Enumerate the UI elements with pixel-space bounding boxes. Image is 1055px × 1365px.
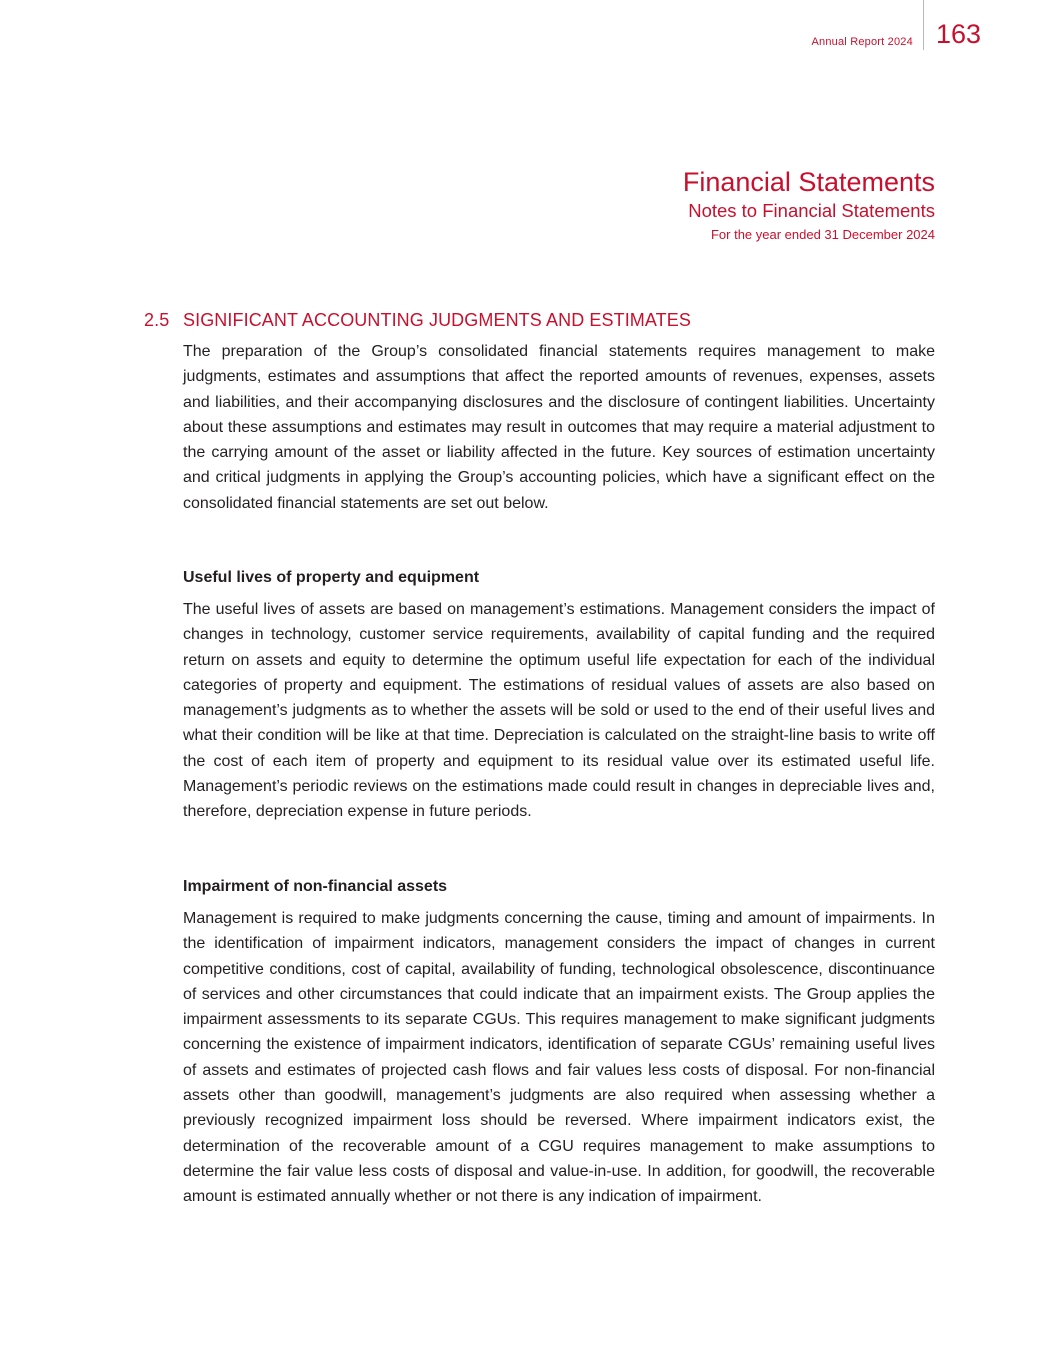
running-header (811, 0, 981, 50)
section-subtitle: Notes to Financial Statements (688, 200, 935, 222)
note-heading (144, 310, 691, 331)
note-number: 2.5 (144, 310, 170, 330)
page-number: 163 (935, 19, 981, 49)
report-name: Annual Report 2024 (811, 36, 913, 48)
section-heading (683, 166, 935, 244)
intro-paragraph: The preparation of the Group’s consolidated financial statements requires management to make judgments, estimates and assumptions that affect the reported amounts of revenues, expenses, assets and liabilities, and their accompanying disclosures and the disclosure of contingent liabilities. Uncertainty about these assumptions and estimates may result in outcomes that may require a material adjustment to the carrying amount of the asset or liability affected in the future. Key sources of estimation uncertainty and critical judgments in applying the Group’s accounting policies, which have a significant effect on the consolidated financial statements are set out below. (183, 343, 935, 512)
subsection-heading-impairment: Impairment of non-financial assets (183, 878, 448, 895)
section-title: Financial Statements (682, 167, 935, 197)
subsection-heading-useful-lives: Useful lives of property and equipment (183, 569, 480, 586)
note-title: SIGNIFICANT ACCOUNTING JUDGMENTS AND ESTIMATES (183, 310, 691, 330)
subsection-paragraph-useful-lives: The useful lives of assets are based on management’s estimations. Management considers the impact of changes in technology, customer service requirements, availability of capital funding and the required return on assets and equity to determine the optimum useful life expectation for each of the individual categories of property and equipment. The estimations of residual values of assets are also based on management’s judgments as to whether the assets will be sold or used to the end of their useful lives and what their condition will be like at that time. Depreciation is calculated on the straight-line basis to write off the cost of each item of property and equipment to its residual value over its estimated useful life. Management’s periodic reviews on the estimations made could result in changes in depreciable lives and, therefore, depreciation expense in future periods. (183, 601, 935, 821)
subsection-paragraph-impairment: Management is required to make judgments concerning the cause, timing and amount of impairments. In the identification of impairment indicators, management considers the impact of changes in current competitive conditions, cost of capital, availability of funding, technological obsolescence, discontinuance of services and other circumstances that could indicate that an impairment exists. The Group applies the impairment assessments to its separate CGUs. This requires management to make significant judgments concerning the existence of impairment indicators, identification of separate CGUs’ remaining useful lives of assets and estimates of projected cash flows and fair values less costs of disposal. For non-financial assets other than goodwill, management’s judgments are also required when assessing whether a previously recognized impairment loss should be reversed. Where impairment indicators exist, the determination of the recoverable amount of a CGU requires management to make assumptions to determine the fair value less costs of disposal and value-in-use. In addition, for goodwill, the recoverable amount is estimated annually whether or not there is any indication of impairment. (183, 910, 935, 1206)
reporting-period: For the year ended 31 December 2024 (710, 226, 935, 242)
header-divider (923, 0, 924, 50)
